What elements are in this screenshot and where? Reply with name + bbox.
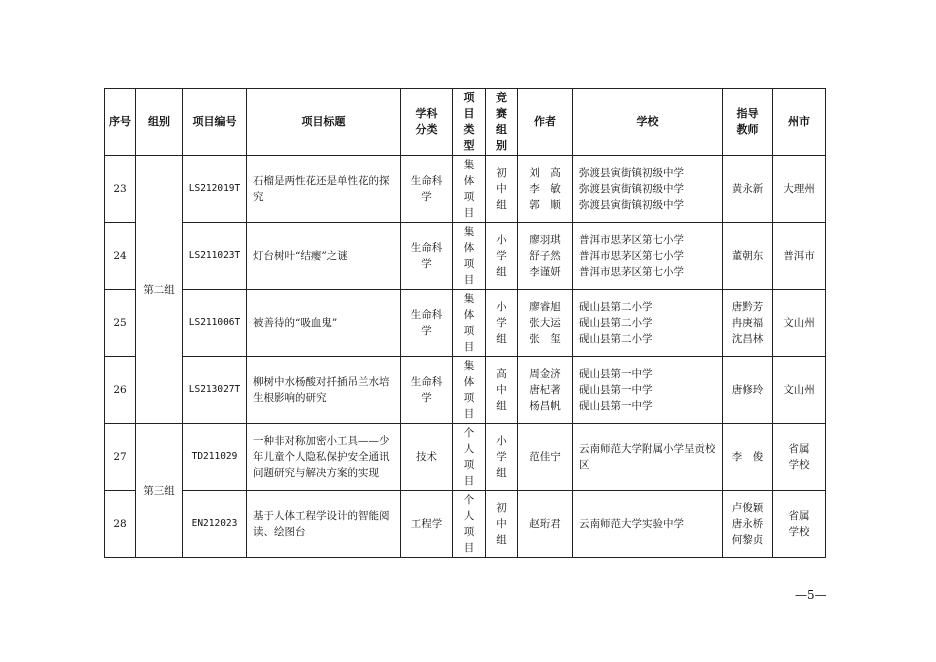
- cell-line: 学校: [788, 526, 810, 538]
- cell-city: [773, 156, 826, 223]
- cell-authors: [518, 156, 573, 223]
- cell-line: 组: [496, 534, 507, 546]
- cell-city: [773, 424, 826, 491]
- cell-schools: [573, 357, 723, 424]
- cell-type: [453, 156, 486, 223]
- cell-line: 何黎贞: [731, 534, 764, 546]
- cell-line: 弥渡县寅街镇初级中学: [579, 167, 684, 179]
- cell-schools: [573, 290, 723, 357]
- cell-level: [486, 223, 518, 290]
- cell-line: 生命科: [410, 175, 443, 187]
- cell-line: 学校: [788, 459, 810, 471]
- cell-subject: [401, 357, 453, 424]
- cell-seq: 27: [105, 424, 136, 491]
- cell-line: 技术: [416, 451, 437, 463]
- header-code: 项目编号: [183, 89, 247, 156]
- cell-authors: [518, 223, 573, 290]
- cell-line: 型: [463, 139, 475, 152]
- cell-advisors: [723, 491, 773, 558]
- cell-authors: [518, 290, 573, 357]
- cell-line: 普洱市思茅区第七小学: [579, 266, 684, 278]
- cell-line: 个: [463, 494, 475, 506]
- cell-line: 董朝东: [731, 250, 764, 262]
- cell-line: 大理州: [783, 183, 815, 195]
- header-level: [486, 89, 518, 156]
- cell-line: 赵珩君: [529, 518, 561, 530]
- cell-line: 目: [463, 408, 475, 420]
- cell-line: 组: [496, 199, 507, 211]
- cell-line: 文山州: [783, 384, 815, 396]
- cell-line: 目: [463, 107, 475, 120]
- cell-line: 集: [463, 360, 475, 372]
- cell-line: 指导: [736, 107, 759, 120]
- cell-title: 灯台树叶“结瘿”之谜: [247, 223, 401, 290]
- cell-line: 普洱市思茅区第七小学: [579, 234, 684, 246]
- award-table: [104, 88, 826, 558]
- cell-line: 李 敏: [529, 183, 561, 195]
- cell-code: TD211029: [183, 424, 247, 491]
- cell-line: 集: [463, 226, 475, 238]
- cell-seq: 28: [105, 491, 136, 558]
- cell-line: 项: [463, 91, 475, 104]
- cell-line: 赛: [496, 107, 507, 120]
- cell-line: 项: [463, 191, 475, 203]
- cell-line: 项: [463, 459, 475, 471]
- table-row: [105, 290, 826, 357]
- cell-line: 范佳宁: [529, 451, 561, 463]
- cell-subject: [401, 424, 453, 491]
- cell-level: [486, 290, 518, 357]
- cell-line: 郭 顺: [529, 199, 561, 211]
- cell-advisors: [723, 357, 773, 424]
- cell-title: 被善待的“吸血鬼”: [247, 290, 401, 357]
- cell-line: 项: [463, 392, 475, 404]
- cell-line: 廖羽琪: [529, 234, 561, 246]
- cell-line: 砚山县第一中学: [579, 400, 653, 412]
- cell-authors: [518, 491, 573, 558]
- cell-group: 第三组: [136, 424, 183, 558]
- table-row: [105, 223, 826, 290]
- cell-line: 李谨妍: [529, 266, 561, 278]
- page-number: —5—: [795, 588, 827, 602]
- cell-line: 学科: [415, 107, 438, 120]
- cell-line: 弥渡县寅街镇初级中学: [579, 183, 684, 195]
- cell-line: 教师: [736, 123, 759, 136]
- cell-advisors: [723, 290, 773, 357]
- cell-title: 柳树中水杨酸对扦插吊兰水培生根影响的研究: [247, 357, 401, 424]
- table-header-row: [105, 89, 826, 156]
- cell-line: 卢俊颖: [731, 502, 764, 514]
- cell-title: 基于人体工程学设计的智能阅读、绘图台: [247, 491, 401, 558]
- cell-line: 唐黔芳: [731, 301, 764, 313]
- cell-line: 张大运: [529, 317, 561, 329]
- header-school: 学校: [573, 89, 723, 156]
- cell-type: [453, 223, 486, 290]
- cell-city: [773, 357, 826, 424]
- cell-line: 中: [496, 384, 507, 396]
- cell-authors: [518, 424, 573, 491]
- cell-line: 分类: [415, 123, 438, 136]
- cell-line: 人: [463, 510, 475, 522]
- cell-line: 中: [496, 518, 507, 530]
- cell-line: 目: [463, 542, 475, 554]
- cell-line: 唐永桥: [731, 518, 764, 530]
- cell-line: 学: [421, 392, 432, 404]
- cell-line: 初: [496, 167, 507, 179]
- cell-line: 李 俊: [731, 451, 764, 463]
- cell-subject: [401, 223, 453, 290]
- cell-line: 唐杞著: [529, 384, 561, 396]
- header-city: 州市: [773, 89, 826, 156]
- cell-line: 砚山县第一中学: [579, 368, 653, 380]
- cell-line: 小: [496, 301, 507, 313]
- table-row: [105, 357, 826, 424]
- cell-line: 学: [496, 250, 507, 262]
- cell-line: 普洱市: [783, 250, 815, 262]
- cell-schools: [573, 223, 723, 290]
- cell-line: 目: [463, 341, 475, 353]
- cell-line: 砚山县第二小学: [579, 301, 653, 313]
- cell-line: 云南师范大学附属小学呈贡校区: [579, 443, 716, 471]
- cell-line: 弥渡县寅街镇初级中学: [579, 199, 684, 211]
- cell-line: 体: [463, 309, 475, 321]
- cell-line: 生命科: [410, 309, 443, 321]
- cell-line: 集: [463, 293, 475, 305]
- cell-type: [453, 290, 486, 357]
- cell-subject: [401, 156, 453, 223]
- table-row: [105, 491, 826, 558]
- cell-line: 冉庚福: [731, 317, 764, 329]
- cell-line: 项: [463, 258, 475, 270]
- cell-line: 人: [463, 443, 475, 455]
- cell-line: 张 玺: [529, 333, 561, 345]
- cell-subject: [401, 290, 453, 357]
- cell-code: LS211023T: [183, 223, 247, 290]
- header-author: 作者: [518, 89, 573, 156]
- cell-code: LS213027T: [183, 357, 247, 424]
- cell-line: 学: [496, 451, 507, 463]
- cell-line: 云南师范大学实验中学: [579, 518, 684, 530]
- cell-authors: [518, 357, 573, 424]
- cell-line: 生命科: [410, 376, 443, 388]
- cell-line: 组: [496, 467, 507, 479]
- cell-line: 组: [496, 266, 507, 278]
- cell-line: 砚山县第一中学: [579, 384, 653, 396]
- cell-code: LS212019T: [183, 156, 247, 223]
- cell-seq: 26: [105, 357, 136, 424]
- cell-seq: 23: [105, 156, 136, 223]
- cell-line: 舒子然: [529, 250, 561, 262]
- cell-level: [486, 357, 518, 424]
- cell-line: 杨昌帆: [529, 400, 561, 412]
- cell-line: 目: [463, 274, 475, 286]
- cell-line: 周金济: [529, 368, 561, 380]
- cell-line: 工程学: [410, 518, 443, 530]
- cell-seq: 24: [105, 223, 136, 290]
- cell-type: [453, 491, 486, 558]
- cell-line: 集: [463, 159, 475, 171]
- cell-advisors: [723, 223, 773, 290]
- header-advisor: [723, 89, 773, 156]
- cell-line: 高: [496, 368, 507, 380]
- cell-line: 组: [496, 123, 507, 136]
- cell-line: 初: [496, 502, 507, 514]
- cell-line: 省属: [788, 510, 810, 522]
- cell-line: 刘 高: [529, 167, 561, 179]
- cell-seq: 25: [105, 290, 136, 357]
- cell-city: [773, 223, 826, 290]
- cell-line: 类: [463, 123, 475, 136]
- cell-line: 黄永新: [731, 183, 764, 195]
- cell-line: 目: [463, 207, 475, 219]
- cell-level: [486, 491, 518, 558]
- cell-title: 一种非对称加密小工具——少年儿童个人隐私保护安全通讯问题研究与解决方案的实现: [247, 424, 401, 491]
- cell-line: 竞: [496, 91, 507, 104]
- cell-schools: [573, 491, 723, 558]
- cell-line: 学: [421, 191, 432, 203]
- cell-title: 石榴是两性花还是单性花的探究: [247, 156, 401, 223]
- cell-line: 砚山县第二小学: [579, 317, 653, 329]
- cell-line: 学: [421, 325, 432, 337]
- cell-line: 个: [463, 427, 475, 439]
- cell-line: 学: [421, 258, 432, 270]
- cell-line: 唐修玲: [731, 384, 764, 396]
- cell-code: EN212023: [183, 491, 247, 558]
- cell-line: 别: [496, 139, 507, 152]
- cell-schools: [573, 156, 723, 223]
- cell-type: [453, 424, 486, 491]
- header-type: [453, 89, 486, 156]
- cell-city: [773, 491, 826, 558]
- cell-line: 普洱市思茅区第七小学: [579, 250, 684, 262]
- cell-level: [486, 156, 518, 223]
- cell-line: 文山州: [783, 317, 815, 329]
- cell-line: 项: [463, 325, 475, 337]
- cell-line: 中: [496, 183, 507, 195]
- cell-line: 体: [463, 376, 475, 388]
- cell-code: LS211006T: [183, 290, 247, 357]
- cell-city: [773, 290, 826, 357]
- cell-advisors: [723, 156, 773, 223]
- cell-line: 体: [463, 175, 475, 187]
- cell-line: 组: [496, 400, 507, 412]
- cell-level: [486, 424, 518, 491]
- cell-line: 组: [496, 333, 507, 345]
- cell-line: 学: [496, 317, 507, 329]
- cell-advisors: [723, 424, 773, 491]
- cell-schools: [573, 424, 723, 491]
- cell-line: 生命科: [410, 242, 443, 254]
- header-subject: [401, 89, 453, 156]
- cell-line: 体: [463, 242, 475, 254]
- cell-group: 第二组: [136, 156, 183, 424]
- cell-line: 目: [463, 475, 475, 487]
- cell-line: 廖睿旭: [529, 301, 561, 313]
- header-group: 组别: [136, 89, 183, 156]
- cell-line: 小: [496, 234, 507, 246]
- cell-line: 小: [496, 435, 507, 447]
- table-row: [105, 424, 826, 491]
- header-title: 项目标题: [247, 89, 401, 156]
- cell-type: [453, 357, 486, 424]
- table-row: [105, 156, 826, 223]
- cell-line: 砚山县第二小学: [579, 333, 653, 345]
- cell-line: 省属: [788, 443, 810, 455]
- cell-line: 沈昌林: [731, 333, 764, 345]
- cell-subject: [401, 491, 453, 558]
- cell-line: 项: [463, 526, 475, 538]
- header-seq: 序号: [105, 89, 136, 156]
